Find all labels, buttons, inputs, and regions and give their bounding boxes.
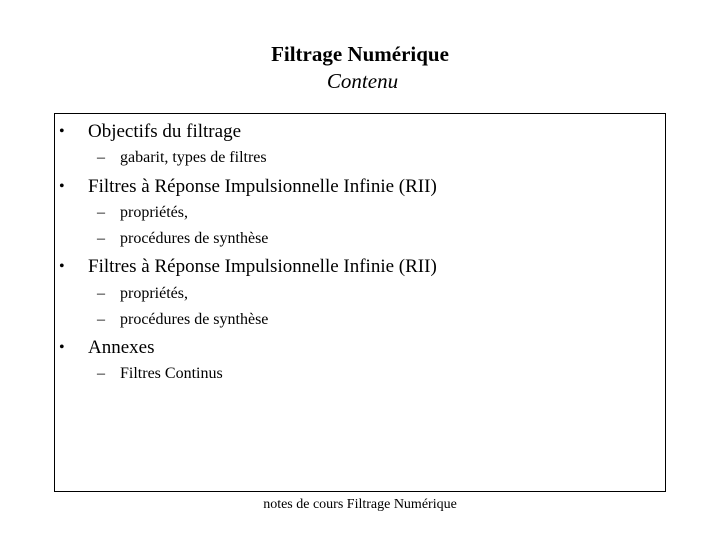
sub-list-item-label: gabarit, types de filtres [120, 149, 267, 166]
bullet-icon: • [59, 178, 65, 195]
list-item-label: Objectifs du filtrage [88, 121, 242, 142]
page-footer: notes de cours Filtrage Numérique [263, 497, 457, 512]
list-item-label: Annexes [88, 337, 155, 358]
dash-icon: – [97, 204, 105, 221]
sub-list-item-label: Filtres Continus [120, 365, 223, 382]
content-frame [54, 113, 666, 492]
dash-icon: – [97, 365, 105, 382]
page-title: Filtrage Numérique [271, 42, 449, 66]
list-item-label: Filtres à Réponse Impulsionnelle Infinie (RII) [88, 176, 437, 197]
dash-icon: – [97, 285, 105, 302]
dash-icon: – [97, 230, 105, 247]
slide-header [0, 40, 720, 94]
sub-list-item-label: procédures de synthèse [120, 311, 269, 328]
sub-list-item-label: procédures de synthèse [120, 230, 269, 247]
bullet-icon: • [59, 339, 65, 356]
bullet-icon: • [59, 123, 65, 140]
page-subtitle: Contenu [326, 69, 399, 93]
list-item-label: Filtres à Réponse Impulsionnelle Infinie (RII) [88, 256, 437, 277]
sub-list-item-label: propriétés, [120, 204, 188, 221]
bullet-icon: • [59, 258, 65, 275]
sub-list-item-label: propriétés, [120, 285, 188, 302]
dash-icon: – [97, 149, 105, 166]
dash-icon: – [97, 311, 105, 328]
